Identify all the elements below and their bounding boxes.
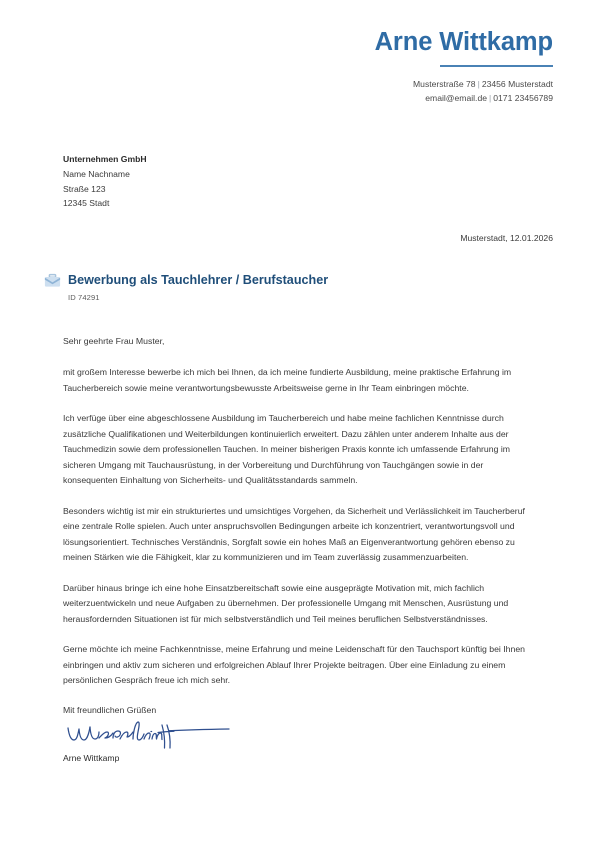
briefcase-icon	[44, 272, 61, 289]
signature-block	[63, 718, 323, 763]
closing-phrase: Mit freundlichen Grüßen	[63, 704, 157, 715]
body-paragraph: Gerne möchte ich meine Fachkenntnisse, meine Erfahrung und meine Leidenschaft für den Tauchsport künftig bei Ihnen einbringen und aktiv zum sicheren und erfolgreichen Ablauf Ihrer Projekte beitragen. Über eine Einladung zu einem persönlichen Gespräch freue ich mich sehr.	[63, 644, 526, 686]
sender-name: Arne Wittkamp	[374, 28, 553, 56]
body-paragraph: mit großem Interesse bewerbe ich mich bei Ihnen, da ich meine fundierte Ausbildung, meine praktische Erfahrung im Taucherbereich sowie meine verantwortungsbewusste Arbeitsweise gerne in Ihr Team einbringen möchte.	[63, 367, 512, 393]
letterhead	[375, 28, 553, 106]
sender-street: Musterstraße 78	[413, 79, 476, 90]
handwritten-signature	[63, 718, 238, 754]
subject-texts	[68, 271, 553, 302]
recipient-city: 12345 Stadt	[63, 198, 110, 209]
address-separator: |	[477, 79, 480, 90]
body-paragraph: Ich verfüge über eine abgeschlossene Ausbildung im Taucherbereich und habe meine fachlichen Kenntnisse durch zusätzliche Qualifikationen und Weiterbildungen kontinuierlich erweitert. Dazu zählen unter anderem Inhalte aus der Tauchmedizin sowie dem professionellen Tauchen. In meiner bisherigen Praxis konnte ich umfassende Erfahrung im sicheren Umgang mit Tauchausrüstung, in der Vorbereitung und Durchführung von Tauchgängen sowie in der konsequenten Einhaltung von Sicherheits- und Qualitätsstandards sammeln.	[63, 413, 511, 486]
signature-printed-name: Arne Wittkamp	[63, 753, 120, 763]
subject-block	[44, 271, 553, 302]
letter-body	[63, 335, 525, 718]
sender-address-line	[375, 78, 553, 92]
sender-email[interactable]: email@email.de	[425, 92, 488, 103]
recipient-company: Unternehmen GmbH	[63, 154, 147, 164]
recipient-address-block	[63, 152, 147, 211]
recipient-street: Straße 123	[63, 183, 106, 194]
sender-contact-block	[375, 78, 553, 106]
salutation: Sehr geehrte Frau Muster,	[63, 336, 165, 346]
body-paragraph: Darüber hinaus bringe ich eine hohe Einsatzbereitschaft sowie eine ausgeprägte Motivation mit, mich fachlich weiterzuentwickeln und neue Aufgaben zu übernehmen. Der professionelle Umgang mit Menschen, Ausrüstung und herausfordernden Situationen ist für mich selbstverständlich und Teil meines beruflichen Selbstverständnisses.	[63, 582, 509, 624]
subject-title: Bewerbung als Tauchlehrer / Berufstaucher	[68, 273, 329, 287]
subject-id: ID 74291	[68, 293, 100, 302]
contact-separator: |	[489, 92, 492, 103]
sender-city: 23456 Musterstadt	[481, 79, 553, 90]
date-line: Musterstadt, 12.01.2026	[460, 233, 553, 243]
sender-contact-line	[375, 92, 553, 106]
body-paragraph: Besonders wichtig ist mir ein strukturiertes und umsichtiges Vorgehen, da Sicherheit und Verlässlichkeit im Taucherberuf eine zentrale Rolle spielen. Auch unter anspruchsvollen Bedingungen arbeite ich konzentriert, verantwortungsvoll und lösungsorientiert. Technisches Verständnis, Sorgfalt sowie ein hohes Maß an Eigenverantwortung gehören ebenso zu meinen Stärken wie die Fähigkeit, klar zu kommunizieren und im Team zuverlässig zusammenzuarbeiten.	[63, 505, 525, 563]
sender-phone[interactable]: 0171 23456789	[493, 92, 553, 103]
recipient-contact-name: Name Nachname	[63, 168, 130, 179]
header-divider	[440, 65, 553, 67]
